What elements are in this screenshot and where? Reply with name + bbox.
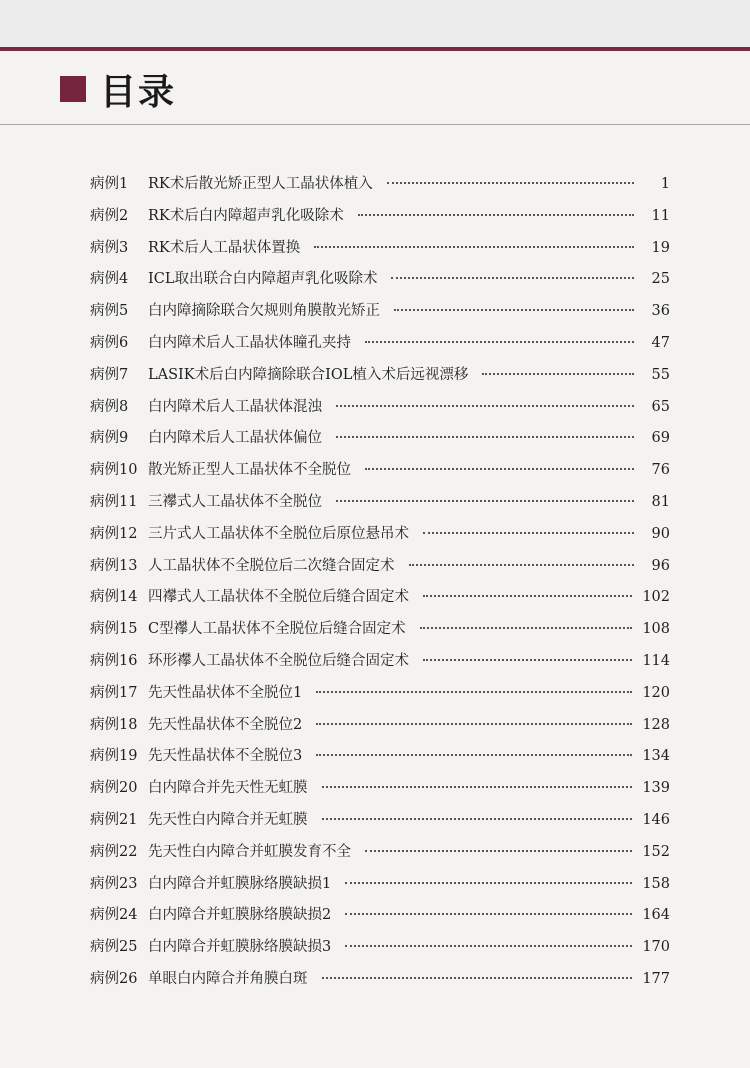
case-title: 先天性白内障合并无虹膜 (148, 811, 308, 828)
toc-entry[interactable] (90, 426, 670, 458)
case-title: 白内障摘除联合欠规则角膜散光矫正 (148, 303, 380, 320)
page-number: 65 (651, 398, 670, 415)
case-title: 人工晶状体不全脱位后二次缝合固定术 (148, 557, 395, 574)
dot-leader (316, 691, 632, 693)
toc-entry[interactable] (90, 840, 670, 872)
toc-entry[interactable] (90, 204, 670, 236)
case-number: 病例19 (90, 748, 138, 765)
page-number: 146 (642, 811, 670, 828)
page-number: 177 (642, 970, 670, 987)
case-number: 病例15 (90, 621, 138, 638)
dot-leader (336, 500, 634, 502)
page-number: 102 (642, 589, 670, 606)
dot-leader (365, 850, 632, 852)
page-number: 114 (642, 652, 670, 669)
dot-leader (365, 468, 634, 470)
case-number: 病例13 (90, 557, 138, 574)
case-number: 病例22 (90, 843, 138, 860)
page-number: 90 (651, 525, 670, 542)
toc-entry[interactable] (90, 267, 670, 299)
toc-entry[interactable] (90, 903, 670, 935)
toc-entry[interactable] (90, 331, 670, 363)
case-title: C型襻人工晶状体不全脱位后缝合固定术 (148, 621, 406, 638)
page-number: 69 (651, 430, 670, 447)
page-title: 目录 (100, 71, 177, 113)
top-band (0, 0, 750, 48)
page-number: 164 (642, 907, 670, 924)
case-number: 病例9 (90, 430, 129, 447)
dot-leader (322, 818, 633, 820)
case-number: 病例4 (90, 271, 129, 288)
toc-entry[interactable] (90, 299, 670, 331)
dot-leader (423, 595, 632, 597)
dot-leader (316, 723, 632, 725)
dot-leader (316, 754, 632, 756)
dot-leader (365, 341, 634, 343)
page-number: 108 (642, 621, 670, 638)
case-number: 病例6 (90, 334, 129, 351)
case-title: 白内障术后人工晶状体偏位 (148, 430, 322, 447)
case-number: 病例20 (90, 780, 138, 797)
dot-leader (423, 659, 632, 661)
case-number: 病例26 (90, 970, 138, 987)
case-number: 病例3 (90, 239, 129, 256)
case-number: 病例2 (90, 207, 129, 224)
case-number: 病例17 (90, 684, 138, 701)
dot-leader (423, 532, 634, 534)
case-number: 病例23 (90, 875, 138, 892)
toc-entry[interactable] (90, 363, 670, 395)
case-title: 四襻式人工晶状体不全脱位后缝合固定术 (148, 589, 409, 606)
dot-leader (358, 214, 634, 216)
case-title: 单眼白内障合并角膜白斑 (148, 970, 308, 987)
toc-entry[interactable] (90, 681, 670, 713)
page-number: 19 (651, 239, 670, 256)
page-number: 55 (651, 366, 670, 383)
case-title: 散光矫正型人工晶状体不全脱位 (148, 462, 351, 479)
toc-entry[interactable] (90, 172, 670, 204)
dot-leader (314, 246, 634, 248)
case-title: 白内障术后人工晶状体混浊 (148, 398, 322, 415)
case-number: 病例11 (90, 493, 138, 510)
dot-leader (345, 945, 632, 947)
toc-entry[interactable] (90, 713, 670, 745)
dot-leader (409, 564, 635, 566)
dot-leader (394, 309, 634, 311)
toc-entry[interactable] (90, 522, 670, 554)
case-title: 白内障术后人工晶状体瞳孔夹持 (148, 334, 351, 351)
page-number: 120 (642, 684, 670, 701)
case-number: 病例25 (90, 939, 138, 956)
case-title: 先天性白内障合并虹膜发育不全 (148, 843, 351, 860)
dot-leader (391, 277, 634, 279)
toc-entry[interactable] (90, 236, 670, 268)
page-header (60, 66, 176, 112)
dot-leader (387, 182, 634, 184)
page-number: 25 (651, 271, 670, 288)
page-number: 170 (642, 939, 670, 956)
page-number: 96 (651, 557, 670, 574)
case-title: 先天性晶状体不全脱位1 (148, 684, 303, 701)
case-title: 环形襻人工晶状体不全脱位后缝合固定术 (148, 652, 409, 669)
toc-entry[interactable] (90, 967, 670, 999)
toc-entry[interactable] (90, 395, 670, 427)
dot-leader (345, 913, 632, 915)
dot-leader (336, 405, 634, 407)
case-number: 病例10 (90, 462, 138, 479)
top-accent-rule (0, 47, 750, 51)
page-number: 81 (651, 493, 670, 510)
toc-entry[interactable] (90, 458, 670, 490)
page-number: 139 (642, 780, 670, 797)
toc-entry[interactable] (90, 776, 670, 808)
dot-leader (336, 436, 634, 438)
case-title: RK术后白内障超声乳化吸除术 (148, 207, 344, 224)
case-number: 病例18 (90, 716, 138, 733)
case-title: 白内障合并虹膜脉络膜缺损1 (148, 875, 332, 892)
toc-entry[interactable] (90, 490, 670, 522)
page-number: 158 (642, 875, 670, 892)
page-number: 36 (651, 303, 670, 320)
page-number: 1 (660, 176, 670, 192)
case-title: LASIK术后白内障摘除联合IOL植入术后远视漂移 (148, 366, 469, 383)
dot-leader (322, 786, 633, 788)
case-title: ICL取出联合白内障超声乳化吸除术 (148, 271, 378, 288)
dot-leader (420, 627, 633, 629)
case-title: RK术后人工晶状体置换 (148, 239, 301, 256)
toc-entry[interactable] (90, 808, 670, 840)
dot-leader (482, 373, 634, 375)
page-number: 11 (651, 207, 670, 224)
case-number: 病例8 (90, 398, 129, 415)
case-title: 三片式人工晶状体不全脱位后原位悬吊术 (148, 525, 409, 542)
table-of-contents (90, 172, 670, 999)
case-title: 先天性晶状体不全脱位3 (148, 748, 303, 765)
case-title: 白内障合并虹膜脉络膜缺损3 (148, 939, 332, 956)
page-number: 76 (651, 462, 670, 479)
dot-leader (322, 977, 633, 979)
case-number: 病例21 (90, 811, 138, 828)
case-title: 三襻式人工晶状体不全脱位 (148, 493, 322, 510)
case-number: 病例16 (90, 652, 138, 669)
case-number: 病例12 (90, 525, 138, 542)
case-title: 白内障合并先天性无虹膜 (148, 780, 308, 797)
toc-entry[interactable] (90, 744, 670, 776)
toc-entry[interactable] (90, 872, 670, 904)
page-number: 134 (642, 748, 670, 765)
toc-entry[interactable] (90, 554, 670, 586)
case-title: RK术后散光矫正型人工晶状体植入 (148, 176, 373, 192)
case-number: 病例14 (90, 589, 138, 606)
toc-entry[interactable] (90, 585, 670, 617)
case-number: 病例7 (90, 366, 129, 383)
title-square-icon (60, 76, 86, 102)
header-divider (0, 124, 750, 125)
case-number: 病例1 (90, 176, 129, 192)
toc-entry[interactable] (90, 935, 670, 967)
page-number: 152 (642, 843, 670, 860)
case-title: 先天性晶状体不全脱位2 (148, 716, 303, 733)
dot-leader (345, 882, 632, 884)
toc-entry[interactable] (90, 649, 670, 681)
page-number: 128 (642, 716, 670, 733)
toc-entry[interactable] (90, 617, 670, 649)
case-title: 白内障合并虹膜脉络膜缺损2 (148, 907, 332, 924)
case-number: 病例24 (90, 907, 138, 924)
page-number: 47 (651, 334, 670, 351)
case-number: 病例5 (90, 303, 129, 320)
